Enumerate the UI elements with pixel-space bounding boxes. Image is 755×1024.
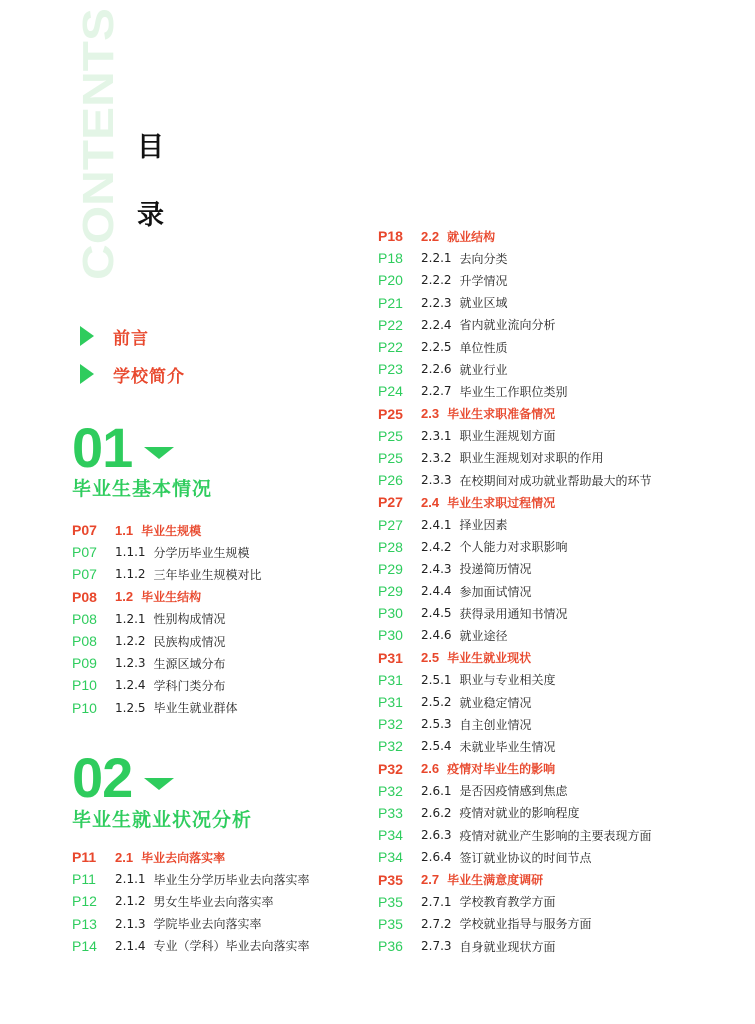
toc-entry-number: 2.6.1: [421, 783, 452, 798]
toc-entry[interactable]: [378, 891, 652, 913]
title-char-mu: 目: [137, 132, 164, 163]
toc-entry[interactable]: [378, 247, 652, 269]
toc-entry-text: 自身就业现状方面: [459, 939, 556, 954]
toc-entry-number: 2.5: [421, 650, 440, 666]
contents-watermark: [74, 4, 123, 282]
toc-entry-text: 三年毕业生规模对比: [153, 567, 262, 582]
toc-page-number: P31: [378, 671, 403, 688]
toc-heading-entry[interactable]: [378, 491, 652, 513]
toc-entry-text: 获得录用通知书情况: [459, 606, 568, 621]
toc-page-number: P07: [72, 522, 97, 539]
toc-page-number: P24: [378, 383, 403, 400]
toc-entry-number: 2.5.3: [421, 717, 452, 732]
toc-page-number: P32: [378, 738, 403, 755]
toc-page-number: P22: [378, 339, 403, 356]
watermark-text: CONTENTS: [74, 38, 123, 280]
toc-entry-number: 2.6.4: [421, 850, 452, 865]
toc-entry-text: 学科门类分布: [153, 678, 226, 693]
toc-entry[interactable]: [378, 380, 652, 402]
toc-entry-text: 个人能力对求职影响: [459, 540, 568, 555]
toc-entry[interactable]: [378, 358, 652, 380]
toc-entry[interactable]: [378, 602, 652, 624]
toc-entry[interactable]: [378, 713, 652, 735]
toc-entry[interactable]: [378, 536, 652, 558]
toc-page-number: P25: [378, 449, 403, 466]
toc-entry[interactable]: [72, 608, 262, 630]
toc-entry-number: 2.4.4: [421, 584, 452, 599]
toc-page-number: P12: [72, 893, 97, 910]
toc-entry-text: 学院毕业去向落实率: [153, 917, 262, 932]
toc-page-number: P31: [378, 694, 403, 711]
toc-entry-number: 2.1: [115, 849, 134, 865]
toc-entry-number: 2.2.4: [421, 317, 452, 332]
section-number: 02: [72, 746, 133, 809]
toc-page-number: P08: [72, 610, 97, 627]
toc-entry-text: 学校就业指导与服务方面: [459, 917, 592, 932]
toc-entry-number: 2.5.4: [421, 739, 452, 754]
toc-entry-number: 2.3.3: [421, 473, 452, 488]
play-triangle-icon: [80, 364, 94, 384]
toc-entry-text: 未就业毕业生情况: [459, 739, 556, 754]
toc-page-number: P11: [72, 871, 96, 888]
toc-entry-text: 毕业生规模: [141, 523, 202, 538]
toc-entry-number: 2.3: [421, 406, 440, 422]
toc-entry[interactable]: [72, 935, 310, 957]
toc-entry-number: 2.4.6: [421, 628, 452, 643]
toc-page-number: P10: [72, 699, 97, 716]
toc-entry-text: 疫情对就业产生影响的主要表现方面: [459, 828, 652, 843]
toc-entry-number: 1.1.2: [115, 567, 146, 582]
intro-item-label: 学校简介: [113, 366, 185, 387]
toc-entry-text: 职业生涯规划方面: [459, 429, 556, 444]
toc-entry-number: 2.2.6: [421, 362, 452, 377]
toc-page-number: P35: [378, 871, 403, 888]
toc-entry-text: 自主创业情况: [459, 717, 532, 732]
toc-entry-text: 单位性质: [459, 340, 508, 355]
toc-entry[interactable]: [378, 580, 652, 602]
toc-entry[interactable]: [378, 292, 652, 314]
section-title: 毕业生就业状况分析: [72, 809, 253, 831]
toc-heading-entry[interactable]: [378, 868, 652, 890]
toc-entry[interactable]: [378, 425, 652, 447]
toc-entry-text: 毕业生工作职位类别: [459, 384, 568, 399]
toc-page-number: P21: [378, 294, 403, 311]
toc-entry-text: 是否因疫情感到焦虑: [459, 784, 568, 799]
toc-page-number: P18: [378, 228, 403, 245]
toc-entry-text: 毕业生就业群体: [153, 701, 238, 716]
toc-entry[interactable]: [72, 890, 310, 912]
toc-page-number: P11: [72, 849, 97, 866]
toc-entry-text: 职业与专业相关度: [459, 673, 556, 688]
toc-entry-number: 1.2.4: [115, 678, 146, 693]
toc-entry[interactable]: [378, 802, 652, 824]
intro-item-label: 前言: [113, 328, 149, 349]
toc-page-number: P25: [378, 405, 403, 422]
toc-entry-text: 省内就业流向分析: [459, 318, 556, 333]
toc-entry-text: 毕业生求职准备情况: [447, 407, 556, 422]
toc-page-number: P34: [378, 827, 403, 844]
toc-page-number: P32: [378, 716, 403, 733]
toc-page-number: P30: [378, 605, 403, 622]
intro-item-preface[interactable]: [80, 324, 149, 348]
toc-page-number: P07: [72, 544, 97, 561]
intro-item-school[interactable]: [80, 362, 185, 386]
toc-page-number: P33: [378, 804, 403, 821]
toc-entry[interactable]: [72, 652, 262, 674]
toc-page-number: P18: [378, 250, 403, 267]
toc-heading-entry[interactable]: [378, 758, 652, 780]
down-triangle-icon: [144, 447, 174, 459]
toc-entry-text: 性别构成情况: [153, 612, 226, 627]
toc-entry-text: 疫情对毕业生的影响: [447, 762, 556, 777]
toc-entry-number: 2.4.5: [421, 606, 452, 621]
toc-entry[interactable]: [72, 674, 262, 696]
toc-entry[interactable]: [378, 935, 652, 957]
toc-entry-text: 学校教育教学方面: [459, 895, 556, 910]
toc-page-number: P09: [72, 655, 97, 672]
toc-entry[interactable]: [72, 563, 262, 585]
toc-entry-text: 投递简历情况: [459, 562, 532, 577]
toc-entry-text: 在校期间对成功就业帮助最大的环节: [459, 473, 652, 488]
toc-entry-number: 2.4.1: [421, 517, 452, 532]
toc-entry[interactable]: [378, 336, 652, 358]
toc-entry-number: 2.6.3: [421, 828, 452, 843]
toc-entry[interactable]: [378, 735, 652, 757]
toc-entry-number: 2.2: [421, 228, 440, 244]
toc-page-number: P14: [72, 937, 97, 954]
toc-list-right-column: [378, 225, 652, 957]
toc-entry-text: 毕业生就业现状: [447, 651, 532, 666]
toc-entry-number: 2.1.4: [115, 938, 146, 953]
down-triangle-icon: [144, 778, 174, 790]
toc-entry-text: 就业行业: [459, 362, 508, 377]
toc-entry-text: 毕业生分学历毕业去向落实率: [153, 872, 310, 887]
toc-entry[interactable]: [72, 697, 262, 719]
toc-page-number: P25: [378, 427, 403, 444]
toc-entry-number: 1.2.3: [115, 656, 146, 671]
toc-entry-number: 1.2.1: [115, 611, 146, 626]
toc-page-number: P08: [72, 588, 97, 605]
toc-page-number: P26: [378, 472, 403, 489]
toc-entry-text: 毕业去向落实率: [141, 850, 226, 865]
toc-entry-text: 就业结构: [447, 229, 496, 244]
toc-page-number: P28: [378, 538, 403, 555]
toc-entry-text: 职业生涯规划对求职的作用: [459, 451, 604, 466]
toc-entry-number: 2.6.2: [421, 805, 452, 820]
toc-entry[interactable]: [378, 780, 652, 802]
toc-heading-entry[interactable]: [378, 647, 652, 669]
toc-entry-number: 1.2: [115, 589, 134, 605]
toc-page-number: P29: [378, 583, 403, 600]
toc-entry-number: 2.4.3: [421, 561, 452, 576]
toc-page-number: P29: [378, 560, 403, 577]
toc-entry-number: 2.2.5: [421, 340, 452, 355]
toc-entry-number: 2.1.3: [115, 916, 146, 931]
toc-entry-text: 生源区域分布: [153, 656, 226, 671]
toc-page-number: P32: [378, 782, 403, 799]
toc-page-number: P20: [378, 272, 403, 289]
toc-entry-text: 男女生毕业去向落实率: [153, 894, 274, 909]
toc-heading-entry[interactable]: [378, 225, 652, 247]
toc-entry-text: 毕业生求职过程情况: [447, 495, 556, 510]
toc-entry-text: 毕业生结构: [141, 590, 202, 605]
toc-entry-text: 分学历毕业生规模: [153, 545, 250, 560]
toc-page-number: P08: [72, 633, 97, 650]
toc-page-number: P34: [378, 849, 403, 866]
toc-list-section-1: [72, 519, 262, 719]
toc-entry-text: 择业因素: [459, 518, 508, 533]
toc-list-section-2: [72, 846, 310, 957]
toc-entry-number: 2.7.3: [421, 939, 452, 954]
toc-entry[interactable]: [378, 269, 652, 291]
toc-entry[interactable]: [378, 624, 652, 646]
toc-entry-number: 1.1: [115, 522, 134, 538]
toc-entry-text: 毕业生满意度调研: [447, 873, 544, 888]
toc-page-number: P27: [378, 516, 403, 533]
toc-page-number: P10: [72, 677, 97, 694]
toc-entry[interactable]: [378, 691, 652, 713]
toc-page-number: P30: [378, 627, 403, 644]
toc-entry-text: 参加面试情况: [459, 584, 532, 599]
toc-page-number: P13: [72, 915, 97, 932]
toc-entry[interactable]: [378, 824, 652, 846]
toc-entry-text: 专业（学科）毕业去向落实率: [153, 939, 310, 954]
toc-entry-number: 2.3.1: [421, 428, 452, 443]
toc-entry-text: 升学情况: [459, 273, 508, 288]
toc-heading-entry[interactable]: [72, 519, 262, 541]
toc-entry-number: 2.2.1: [421, 251, 452, 266]
toc-entry-number: 2.1.1: [115, 872, 146, 887]
toc-entry-text: 去向分类: [459, 251, 508, 266]
play-triangle-icon: [80, 326, 94, 346]
toc-entry[interactable]: [72, 541, 262, 563]
toc-entry[interactable]: [72, 913, 310, 935]
toc-heading-entry[interactable]: [378, 403, 652, 425]
toc-entry-number: 1.2.5: [115, 700, 146, 715]
toc-page-number: P22: [378, 316, 403, 333]
toc-entry-number: 2.7: [421, 872, 440, 888]
section-title: 毕业生基本情况: [72, 478, 213, 500]
toc-page-number: P27: [378, 494, 403, 511]
toc-page-number: P32: [378, 760, 403, 777]
toc-entry[interactable]: [72, 630, 262, 652]
toc-entry[interactable]: [378, 558, 652, 580]
toc-entry-text: 民族构成情况: [153, 634, 226, 649]
toc-page-number: P31: [378, 649, 403, 666]
toc-entry-number: 2.2.2: [421, 273, 452, 288]
toc-entry[interactable]: [72, 868, 310, 890]
toc-entry-number: 2.4.2: [421, 539, 452, 554]
toc-page-number: P07: [72, 566, 97, 583]
toc-entry-number: 1.2.2: [115, 634, 146, 649]
toc-page-number: P35: [378, 915, 403, 932]
toc-entry-number: 2.2.7: [421, 384, 452, 399]
toc-page-number: P23: [378, 361, 403, 378]
toc-entry-number: 2.5.2: [421, 695, 452, 710]
toc-entry-text: 签订就业协议的时间节点: [459, 850, 592, 865]
toc-page-number: P35: [378, 893, 403, 910]
toc-entry-text: 就业区域: [459, 296, 508, 311]
toc-heading-entry[interactable]: [72, 586, 262, 608]
toc-heading-entry[interactable]: [72, 846, 310, 868]
toc-entry-number: 2.3.2: [421, 450, 452, 465]
toc-entry-number: 2.1.2: [115, 894, 146, 909]
title-char-lu: 录: [137, 200, 164, 231]
toc-entry-number: 1.1.1: [115, 545, 146, 560]
toc-page-number: P36: [378, 938, 403, 955]
toc-entry[interactable]: [378, 314, 652, 336]
toc-entry-number: 2.6: [421, 761, 440, 777]
toc-entry-number: 2.7.1: [421, 894, 452, 909]
toc-entry[interactable]: [378, 669, 652, 691]
toc-entry-number: 2.5.1: [421, 672, 452, 687]
toc-entry-text: 就业稳定情况: [459, 695, 532, 710]
toc-entry[interactable]: [378, 846, 652, 868]
toc-entry-number: 2.4: [421, 494, 440, 510]
toc-entry-text: 疫情对就业的影响程度: [459, 806, 580, 821]
toc-entry-text: 就业途径: [459, 628, 508, 643]
toc-entry-number: 2.7.2: [421, 916, 452, 931]
toc-entry[interactable]: [378, 447, 652, 469]
toc-entry[interactable]: [378, 513, 652, 535]
toc-entry[interactable]: [378, 913, 652, 935]
toc-entry-number: 2.2.3: [421, 295, 452, 310]
toc-entry[interactable]: [378, 469, 652, 491]
section-number: 01: [72, 416, 133, 479]
